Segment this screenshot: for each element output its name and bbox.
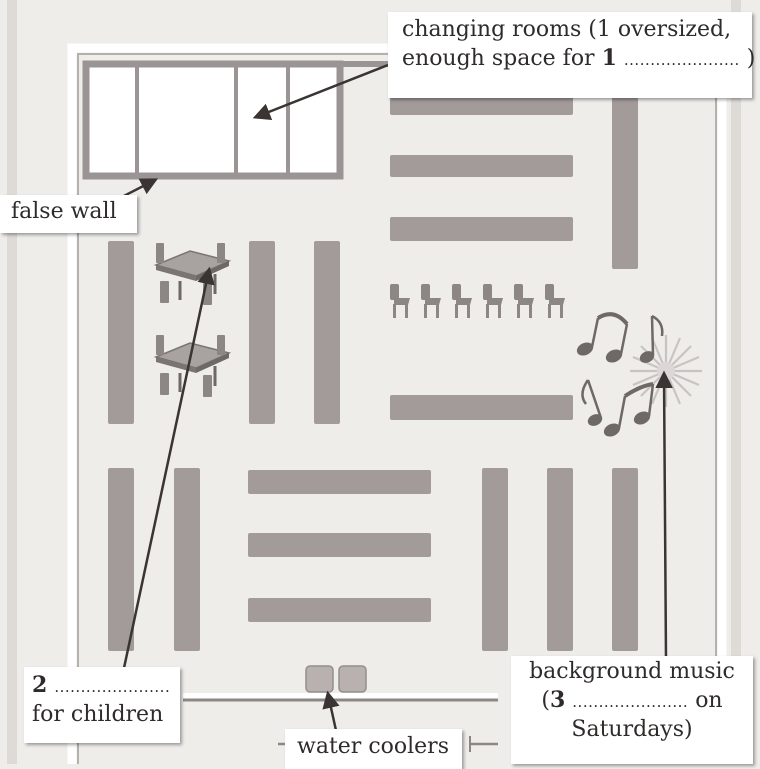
rack [248,533,431,557]
gap-blank-2: ...................... [54,678,171,696]
chair-icon [390,284,565,318]
water-coolers-label: water coolers [285,729,462,769]
rack [174,468,200,651]
gap-number-1: 1 [601,45,617,71]
speaker-burst-icon [630,335,702,407]
changing-rooms [86,64,388,176]
rack [612,468,638,651]
water-cooler-icon [306,666,366,692]
rack [314,241,340,424]
changing-rooms-label [388,12,756,98]
background-music-line3: Saturdays) [571,717,693,742]
gap-number-2: 2 [32,672,48,698]
rack [547,468,573,651]
changing-rooms-line1: changing rooms (1 oversized, [402,17,732,42]
rack [248,598,431,622]
table-chairs-icon [156,243,229,397]
gap-blank-3: ...................... [572,693,689,711]
background-music-line2: (3 ...................... on [541,687,723,713]
children-area-label [24,667,180,743]
rack [390,155,573,177]
rack [482,468,508,651]
children-area-line2: for children [32,702,164,727]
rack [390,217,573,241]
rack [108,468,134,651]
background-music-line1: background music [529,659,735,684]
background-music-label [511,656,753,764]
rack [248,470,431,494]
rack [612,97,638,269]
rack [390,97,573,115]
rack [108,241,134,424]
changing-rooms-line2: enough space for 1 ...................... ) [402,45,756,71]
gap-blank-1: ...................... [623,51,740,69]
false-wall-label: false wall [0,195,137,233]
rack [249,241,275,424]
music-notes-icon [575,314,662,438]
rack [390,395,573,420]
gap-number-3: 3 [549,687,566,713]
arrow-background-music [664,374,666,660]
